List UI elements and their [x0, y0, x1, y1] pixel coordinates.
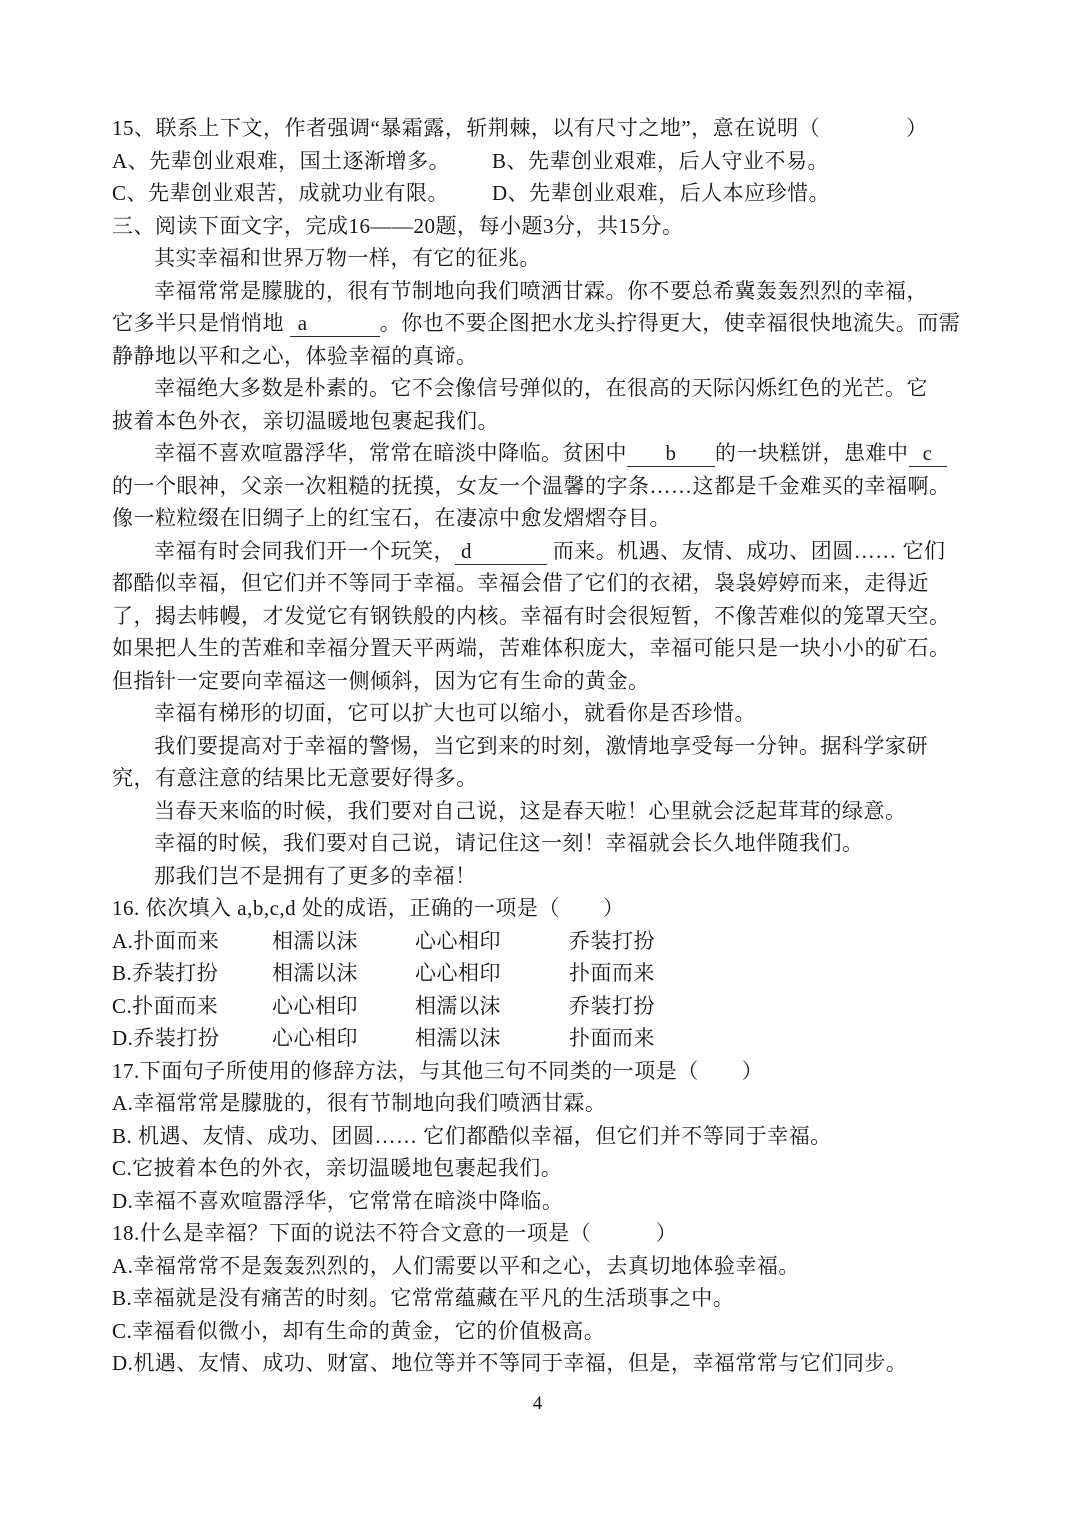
- q16-c-cell-2: 心心相印: [272, 993, 358, 1018]
- question-18-option-a: A.幸福常常不是轰轰烈烈的，人们需要以平和之心，去真切地体验幸福。: [112, 1253, 800, 1278]
- passage-line-5: 幸福绝大多数是朴素的。它不会像信号弹似的，在很高的天际闪烁红色的光芒。它: [154, 376, 928, 400]
- question-15-option-d: D、先辈创业艰难，后人本应珍惜。: [492, 181, 831, 205]
- page-content: [112, 112, 970, 1380]
- q16-d-cell-3: 相濡以沫: [415, 1026, 501, 1050]
- question-18-option-c: C.幸福看似微小，却有生命的黄金，它的价值极高。: [112, 1318, 606, 1343]
- q16-d-cell-1: D.乔装打扮: [112, 1026, 220, 1050]
- passage-line-7: [112, 437, 970, 470]
- question-17-option-c: C.它披着本色的外衣，亲切温暖地包裹起我们。: [112, 1156, 563, 1180]
- section-3-header: 三、阅读下面文字，完成16——20题，每小题3分，共15分。: [112, 213, 684, 238]
- passage-text: 。你也不要企图把水龙头拧得更大，使幸福很快地流失。而需: [379, 311, 961, 335]
- passage-line-19: 幸福的时候，我们要对自己说，请记住这一刻！幸福就会长久地伴随我们。: [154, 831, 864, 855]
- blank-b-label: b: [665, 441, 677, 465]
- question-17-stem: 17.下面句子所使用的修辞方法，与其他三句不同类的一项是（ ）: [112, 1058, 764, 1083]
- q16-a-cell-1: A.扑面而来: [112, 928, 220, 953]
- q16-b-cell-4: 扑面而来: [569, 961, 655, 985]
- q16-a-cell-3: 心心相印: [415, 928, 501, 953]
- fill-blank-d: [455, 538, 547, 565]
- question-15-option-b: B、先辈创业艰难，后人守业不易。: [492, 148, 830, 173]
- question-15-options-row-2: [112, 177, 970, 210]
- passage-line-20: 那我们岂不是拥有了更多的幸福！: [154, 863, 477, 888]
- passage-line-13: 如果把人生的苦难和幸福分置天平两端，苦难体积庞大，幸福可能只是一块小小的矿石。: [112, 636, 951, 660]
- question-17-option-d: D.幸福不喜欢喧嚣浮华，它常常在暗淡中降临。: [112, 1188, 564, 1213]
- passage-text: 的一块糕饼，患难中: [715, 441, 909, 465]
- question-16-stem: 16. 依次填入 a,b,c,d 处的成语，正确的一项是（ ）: [112, 896, 625, 920]
- question-15-options-row-1: [112, 145, 970, 178]
- fill-blank-a: [290, 310, 380, 337]
- passage-text: 而来。机遇、友情、成功、团圆…… 它们: [547, 538, 946, 563]
- passage-text: 幸福不喜欢喧嚣浮华，常常在暗淡中降临。贫困中: [154, 441, 627, 465]
- q16-b-cell-1: B.乔装打扮: [112, 961, 219, 985]
- passage-line-18: 当春天来临的时候，我们要对自己说，这是春天啦！心里就会泛起茸茸的绿意。: [154, 798, 907, 823]
- q16-b-cell-2: 相濡以沫: [272, 961, 358, 985]
- q16-d-cell-4: 扑面而来: [569, 1026, 655, 1050]
- q16-d-cell-2: 心心相印: [272, 1026, 358, 1050]
- passage-line-17: 究，有意注意的结果比无意要好得多。: [112, 766, 478, 790]
- fill-blank-c: [909, 440, 947, 467]
- passage-line-3: [112, 307, 970, 340]
- passage-line-15: 幸福有梯形的切面，它可以扩大也可以缩小，就看你是否珍惜。: [154, 701, 756, 725]
- question-15-stem: 15、联系上下文，作者强调“暴霜露，斩荆棘，以有尺寸之地”，意在说明（ ）: [112, 116, 928, 140]
- q16-c-cell-1: C.扑面而来: [112, 993, 219, 1018]
- question-18-option-d: D.机遇、友情、成功、财富、地位等并不等同于幸福，但是，幸福常常与它们同步。: [112, 1351, 908, 1375]
- blank-c-label: c: [922, 441, 933, 465]
- passage-line-16: 我们要提高对于幸福的警惕，当它到来的时刻，激情地享受每一分钟。据科学家研: [154, 733, 928, 758]
- question-17-option-b: B. 机遇、友情、成功、团圆…… 它们都酷似幸福，但它们并不等同于幸福。: [112, 1123, 832, 1148]
- question-16-option-row-c: [112, 990, 970, 1023]
- question-18-stem: 18.什么是幸福？下面的说法不符合文意的一项是（ ）: [112, 1221, 678, 1245]
- passage-line-1: 其实幸福和世界万物一样，有它的征兆。: [154, 246, 541, 270]
- passage-line-8: 的一个眼神，父亲一次粗糙的抚摸，女友一个温馨的字条……这都是千金难买的幸福啊。: [112, 473, 951, 498]
- passage-line-2: 幸福常常是朦胧的，很有节制地向我们喷洒甘霖。你不要总希冀轰轰烈烈的幸福，: [154, 278, 928, 303]
- passage-line-4: 静静地以平和之心，体验幸福的真谛。: [112, 343, 478, 368]
- passage-line-10: [112, 535, 970, 568]
- q16-c-cell-3: 相濡以沫: [415, 993, 501, 1018]
- passage-text: 幸福有时会同我们开一个玩笑，: [154, 538, 455, 563]
- q16-a-cell-2: 相濡以沫: [272, 928, 358, 953]
- q16-b-cell-3: 心心相印: [415, 961, 501, 985]
- passage-line-12: 了，揭去帏幔，才发觉它有钢铁般的内核。幸福有时会很短暂，不像苦难似的笼罩天空。: [112, 603, 951, 628]
- page-number: 4: [532, 1393, 543, 1414]
- blank-a-label: a: [297, 311, 308, 335]
- blank-d-label: d: [461, 538, 472, 563]
- fill-blank-b: [627, 440, 715, 467]
- question-16-option-row-b: [112, 957, 970, 990]
- passage-text: 它多半只是悄悄地: [112, 311, 290, 335]
- question-16-option-row-d: [112, 1022, 970, 1055]
- question-15-option-a: A、先辈创业艰难，国土逐渐增多。: [112, 148, 451, 173]
- passage-line-11: 都酷似幸福，但它们并不等同于幸福。幸福会借了它们的衣裙，袅袅婷婷而来，走得近: [112, 571, 929, 595]
- passage-line-6: 披着本色外衣，亲切温暖地包裹起我们。: [112, 408, 499, 433]
- question-18-option-b: B.幸福就是没有痛苦的时刻。它常常蕴藏在平凡的生活琐事之中。: [112, 1286, 735, 1310]
- q16-a-cell-4: 乔装打扮: [569, 928, 655, 953]
- question-16-option-row-a: [112, 925, 970, 958]
- q16-c-cell-4: 乔装打扮: [569, 993, 655, 1018]
- passage-line-14: 但指针一定要向幸福这一侧倾斜，因为它有生命的黄金。: [112, 668, 650, 693]
- question-15-option-c: C、先辈创业艰苦，成就功业有限。: [112, 181, 450, 205]
- question-17-option-a: A.幸福常常是朦胧的，很有节制地向我们喷洒甘霖。: [112, 1091, 607, 1115]
- passage-line-9: 像一粒粒缀在旧绸子上的红宝石，在凄凉中愈发熠熠夺目。: [112, 506, 671, 530]
